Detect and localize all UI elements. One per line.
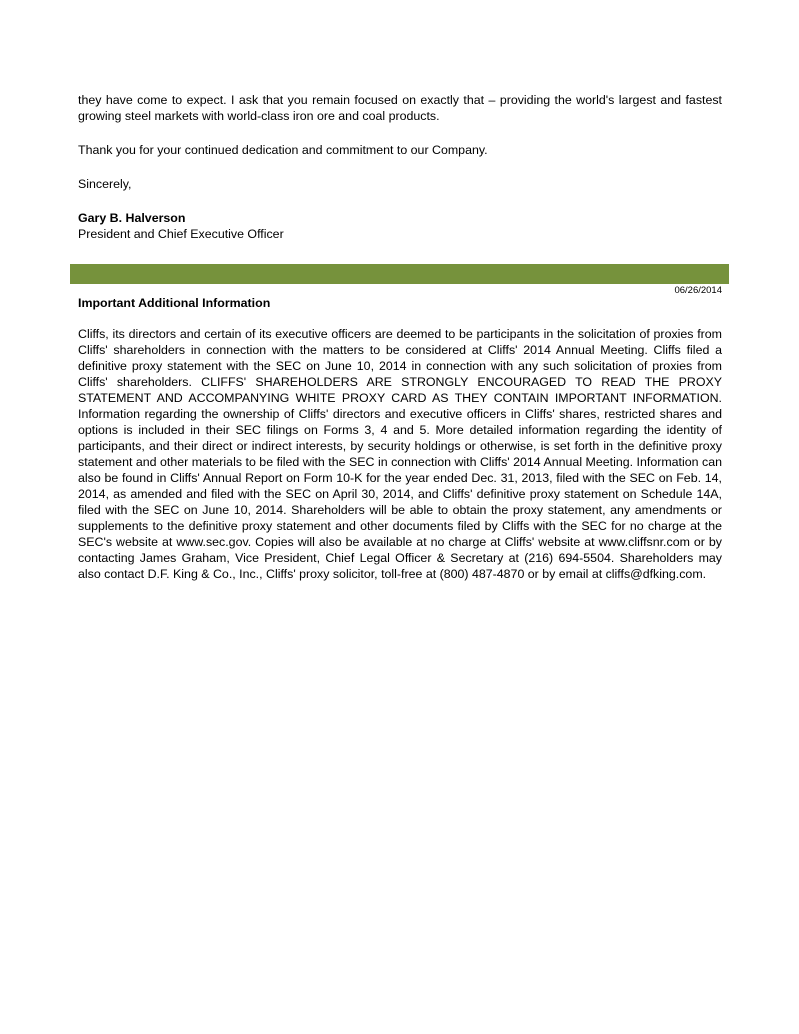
additional-information-section [78, 295, 722, 582]
signer-name: Gary B. Halverson [78, 211, 186, 225]
section-body: Cliffs, its directors and certain of its executive officers are deemed to be participants in the solicitation of proxies from Cliffs' shareholders in connection with the matters to be considered at Cliffs' 2014 Annual Meeting. Cliffs filed a definitive proxy statement with the SEC on June 10, 2014 in connection with any such solicitation of proxies from Cliffs' shareholders. CLIFFS' SHAREHOLDERS ARE STRONGLY ENCOURAGED TO READ THE PROXY STATEMENT AND ACCOMPANYING WHITE PROXY CARD AS THEY CONTAIN IMPORTANT INFORMATION. Information regarding the ownership of Cliffs' directors and executive officers in Cliffs' shares, restricted shares and options is included in their SEC filings on Forms 3, 4 and 5. More detailed information regarding the identity of participants, and their direct or indirect interests, by security holdings or otherwise, is set forth in the definitive proxy statement and other materials to be filed with the SEC in connection with Cliffs' 2014 Annual Meeting. Information can also be found in Cliffs' Annual Report on Form 10-K for the year ended Dec. 31, 2013, filed with the SEC on Feb. 14, 2014, as amended and filed with the SEC on April 30, 2014, and Cliffs' definitive proxy statement on Schedule 14A, filed with the SEC on June 10, 2014. Shareholders will be able to obtain the proxy statement, any amendments or supplements to the definitive proxy statement and other documents filed by Cliffs with the SEC for no charge at the SEC's website at www.sec.gov. Copies will also be available at no charge at Cliffs' website at www.cliffsnr.com or by contacting James Graham, Vice President, Chief Legal Officer & Secretary at (216) 694-5504. Shareholders may also contact D.F. King & Co., Inc., Cliffs' proxy solicitor, toll-free at (800) 487-4870 or by email at cliffs@dfking.com. [78, 327, 722, 581]
letter-body [78, 92, 722, 242]
section-heading: Important Additional Information [78, 296, 271, 310]
signer-title: President and Chief Executive Officer [78, 227, 284, 241]
date-stamp: 06/26/2014 [674, 285, 722, 296]
closing-paragraph: they have come to expect. I ask that you remain focused on exactly that – providing the world's largest and fastest growing steel markets with world-class iron ore and coal products. [78, 93, 722, 123]
thanks-paragraph: Thank you for your continued dedication and commitment to our Company. [78, 143, 488, 157]
green-divider-bar [70, 264, 729, 284]
salutation: Sincerely, [78, 177, 132, 191]
